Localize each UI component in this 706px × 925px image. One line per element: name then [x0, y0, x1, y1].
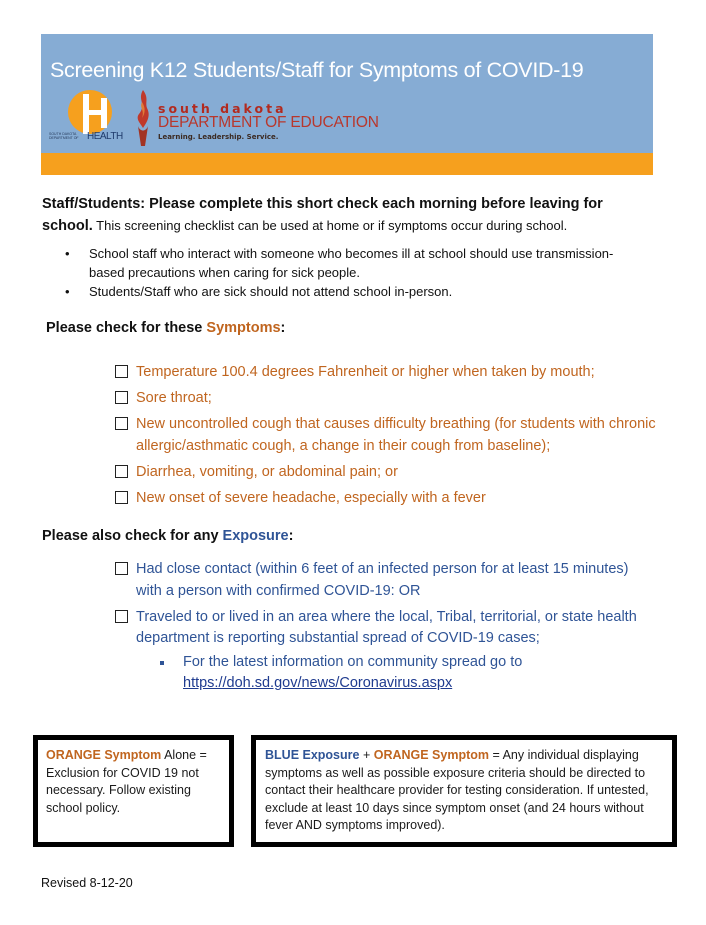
education-logo-tagline: Learning. Leadership. Service. [158, 133, 279, 141]
exposure-label: Had close contact (within 6 feet of an infected person for at least 15 minutes) with a person with confirmed COVID-19: OR [136, 561, 629, 599]
list-item: • Students/Staff who are sick should not attend school in-person. [60, 282, 620, 301]
orange-symptom-keyword: ORANGE Symptom [46, 748, 162, 762]
health-logo-small-text: SOUTH DAKOTA DEPARTMENT OF [49, 132, 79, 140]
checkbox[interactable] [115, 562, 128, 575]
education-logo-line2: DEPARTMENT OF EDUCATION [158, 114, 379, 131]
symptom-label: New uncontrolled cough that causes difficulty breathing (for students with chronic allergic/asthmatic cough, a change in their cough from baseline); [136, 416, 656, 454]
torch-flame-icon [133, 88, 153, 148]
exposure-heading: Please also check for any Exposure: [42, 528, 294, 544]
revision-date: Revised 8-12-20 [41, 876, 133, 890]
symptom-item [113, 388, 658, 410]
blue-exposure-keyword: BLUE Exposure [265, 748, 360, 762]
symptom-label: Temperature 100.4 degrees Fahrenheit or higher when taken by mouth; [136, 364, 595, 380]
checkbox[interactable] [115, 391, 128, 404]
header-banner [41, 34, 653, 175]
sd-health-logo [49, 90, 129, 146]
exposure-checklist [113, 559, 658, 699]
education-logo-line1: south dakota [158, 101, 287, 116]
symptoms-checklist [113, 362, 658, 514]
sd-education-logo [133, 88, 393, 148]
symptoms-heading: Please check for these Symptoms: [46, 320, 286, 336]
symptom-item [113, 362, 658, 384]
symptom-label: New onset of severe headache, especially with a fever [136, 489, 486, 506]
intro-bold-text: Staff/Students: Please complete this short check each morning before leaving for school. [42, 196, 603, 234]
exposure-label: Traveled to or lived in an area where the local, Tribal, territorial, or state health department is reporting substantial spread of COVID-19 cases; [136, 608, 637, 646]
intro-normal-text: This screening checklist can be used at home or if symptoms occur during school. [92, 218, 568, 233]
checkbox[interactable] [115, 365, 128, 378]
health-logo-name: HEALTH [87, 131, 123, 142]
checkbox[interactable] [115, 417, 128, 430]
symptom-item [113, 462, 658, 484]
checkbox[interactable] [115, 465, 128, 478]
symptoms-keyword: Symptoms [206, 320, 281, 336]
intro-paragraph [42, 194, 652, 237]
blue-orange-rule-box: BLUE Exposure + ORANGE Symptom = Any individual displaying symptoms as well as possible exposure criteria should be directed to contact their healthcare provider for testing consideration. If untested, exclude at least 10 days since symptom onset (and 24 hours without fever AND symptoms improved). [251, 735, 677, 847]
orange-symptom-rule-box: ORANGE Symptom Alone = Exclusion for COVID 19 not necessary. Follow existing school policy. [33, 735, 234, 847]
community-spread-note: For the latest information on community spread go to https://doh.sd.gov/news/Coronavirus.aspx [136, 652, 658, 695]
exposure-item [113, 559, 658, 602]
intro-bullet-list [60, 244, 620, 301]
orange-symptom-keyword: ORANGE Symptom [373, 748, 490, 762]
symptom-item [113, 414, 658, 457]
coronavirus-info-link[interactable]: https://doh.sd.gov/news/Coronavirus.aspx [183, 675, 453, 691]
checkbox[interactable] [115, 610, 128, 623]
symptom-label: Diarrhea, vomiting, or abdominal pain; or [136, 463, 398, 480]
exposure-item [113, 607, 658, 695]
symptom-label: Sore throat; [136, 390, 212, 406]
symptom-item [113, 488, 658, 510]
page-title: Screening K12 Students/Staff for Symptoms of COVID-19 [50, 58, 584, 82]
list-item: • School staff who interact with someone who becomes ill at school should use transmission-based precautions when caring for sick people. [60, 244, 620, 282]
exposure-keyword: Exposure [222, 528, 289, 544]
banner-orange-stripe [41, 153, 653, 175]
checkbox[interactable] [115, 491, 128, 504]
